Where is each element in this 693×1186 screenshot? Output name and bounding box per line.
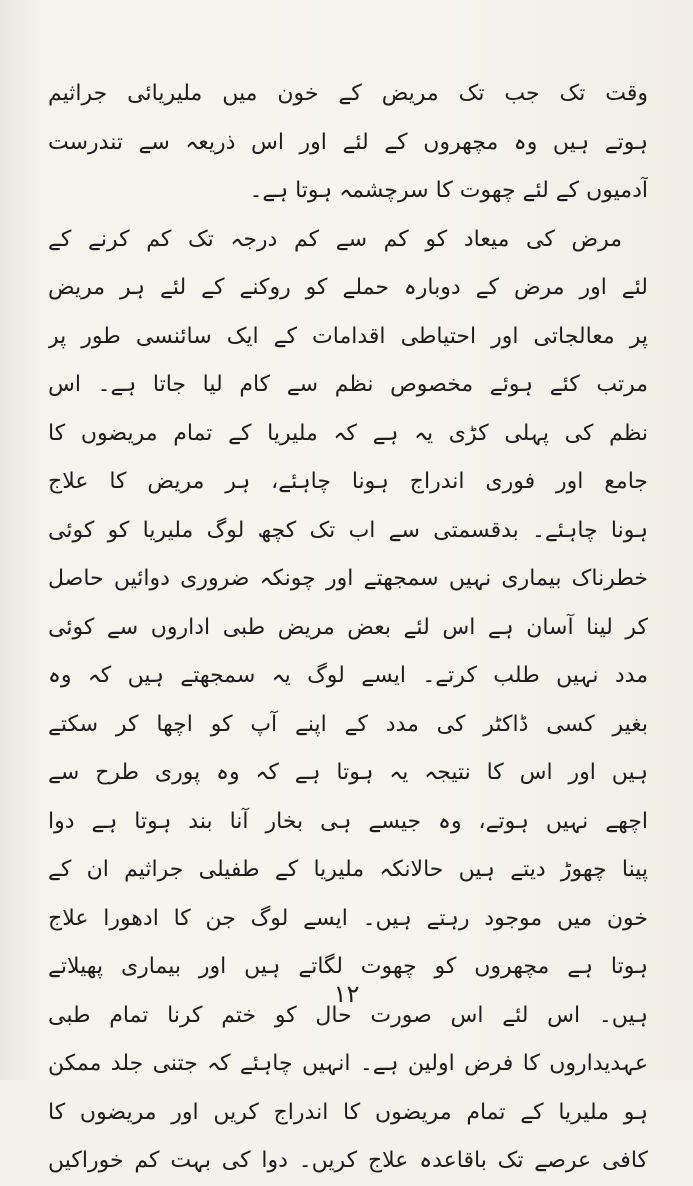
text-line: آدمیوں کے لئے چھوت کا سرچشمہ ہوتا ہے۔ <box>249 178 648 203</box>
text-line: مرتب کئے ہوئے مخصوص نظم سے کام لیا جاتا ہے۔ اس <box>48 372 648 397</box>
text-line: جامع اور فوری اندراج ہونا چاہئے، ہر مریض کا علاج <box>48 469 648 494</box>
text-line: مرض کی میعاد کو کم سے کم درجہ تک کم کرنے کے <box>48 226 622 252</box>
text-line: عہدیداروں کا فرض اولین ہے۔ انہیں چاہئے کہ جتنی جلد ممکن <box>48 1051 648 1076</box>
page-number: ۱۲ <box>333 980 360 1008</box>
text-line: خطرناک بیماری نہیں سمجھتے اور چونکہ ضروری دوائیں حاصل <box>48 566 648 591</box>
page-text-block <box>48 70 648 1186</box>
text-line: ہوتے ہیں وہ مچھروں کے لئے اور اس ذریعہ سے تندرست <box>48 129 648 155</box>
text-line: نظم کی پہلی کڑی یہ ہے کہ ملیریا کے تمام مریضوں کا <box>48 420 648 446</box>
text-line: وقت تک جب تک مریض کے خون میں ملیریائی جراثیم <box>48 81 648 106</box>
text-line: کر لینا آسان ہے اس لئے بعض مریض طبی اداروں سے کوئی <box>48 614 648 640</box>
text-line: خون میں موجود رہتے ہیں۔ ایسے لوگ جن کا ادھورا علاج <box>48 905 648 931</box>
text-line: پینا چھوڑ دیتے ہیں حالانکہ ملیریا کے طفیلی جراثیم ان کے <box>48 857 648 882</box>
text-line: ہونا چاہئے۔ بدقسمتی سے اب تک کچھ لوگ ملیریا کو کوئی <box>48 517 648 543</box>
text-line: اچھے نہیں ہوتے، وہ جیسے ہی بخار آنا بند ہوتا ہے دوا <box>48 808 648 834</box>
text-line: پر معالجاتی اور احتیاطی اقدامات کے ایک سائنسی طور پر <box>48 323 648 349</box>
text-line: ہو ملیریا کے تمام مریضوں کا اندراج کریں اور مریضوں کا <box>48 1099 648 1125</box>
text-line: کافی عرصے تک باقاعدہ علاج کریں۔ دوا کی بہت کم خوراکیں <box>48 1148 648 1173</box>
text-line: بغیر کسی ڈاکٹر کی مدد کے اپنے آپ کو اچھا کر سکتے <box>48 711 648 737</box>
text-line: ہیں۔ اس لئے اس صورت حال کو ختم کرنا تمام طبی <box>48 1002 648 1028</box>
text-line: ہیں اور اس کا نتیجہ یہ ہوتا ہے کہ وہ پوری طرح سے <box>48 760 648 785</box>
text-line: مدد نہیں طلب کرتے۔ ایسے لوگ یہ سمجھتے ہیں کہ وہ <box>48 663 648 688</box>
text-line: لئے اور مرض کے دوبارہ حملے کو روکنے کے لئے ہر مریض <box>48 275 648 300</box>
text-line: ہوتا ہے مچھروں کو چھوت لگاتے ہیں اور بیماری پھیلاتے <box>48 954 648 979</box>
